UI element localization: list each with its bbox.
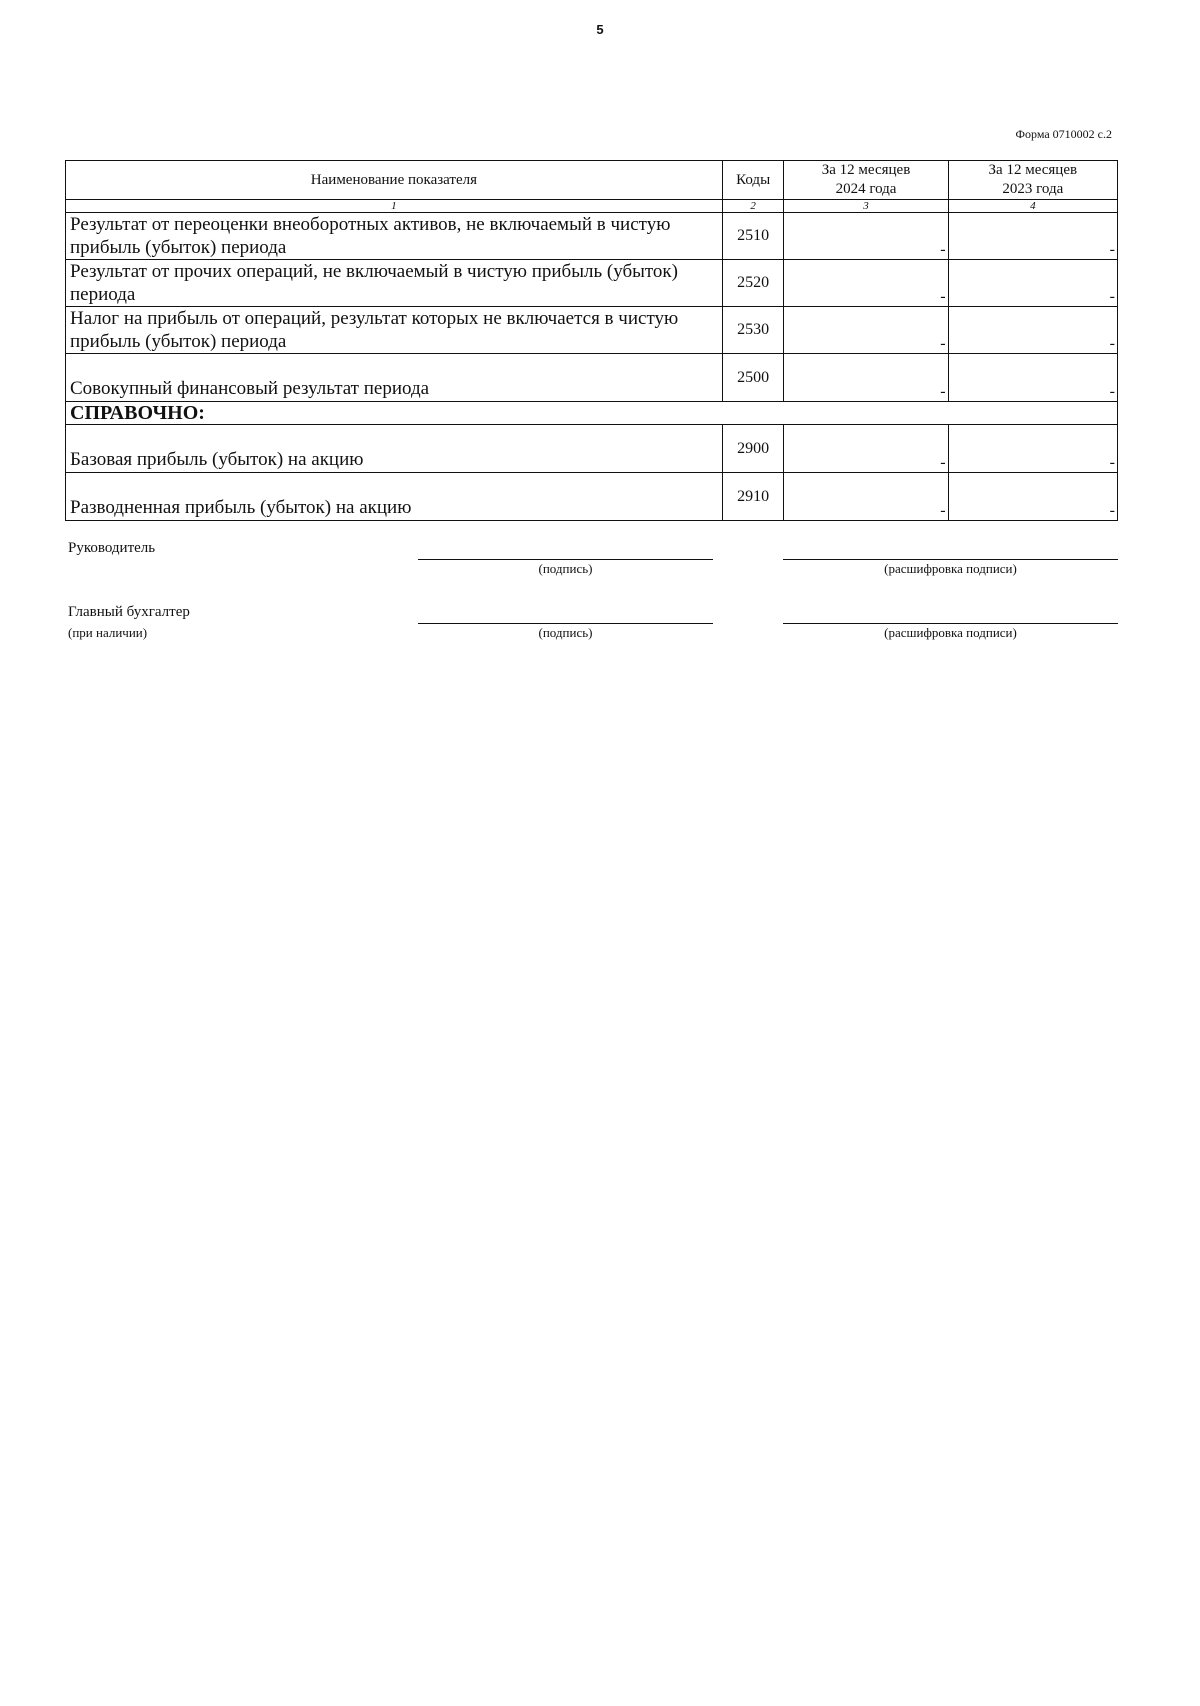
column-number: 1 xyxy=(66,200,723,213)
header-period-current-line2: 2024 года xyxy=(835,181,897,197)
form-code: Форма 0710002 с.2 xyxy=(1015,127,1112,141)
accountant-signature-caption: (подпись) xyxy=(538,625,593,640)
row-name: Базовая прибыль (убыток) на акцию xyxy=(66,425,723,473)
row-code: 2520 xyxy=(722,260,784,307)
accountant-label: Главный бухгалтер xyxy=(68,604,190,620)
header-code: Коды xyxy=(722,161,784,200)
head-label: Руководитель xyxy=(68,540,156,556)
table-header-row xyxy=(66,161,1118,200)
column-number: 2 xyxy=(722,200,784,213)
row-code: 2910 xyxy=(722,473,784,521)
head-decoding-caption: (расшифровка подписи) xyxy=(884,561,1017,576)
row-name: Результат от прочих операций, не включаемый в чистую прибыль (убыток) периода xyxy=(66,260,723,307)
row-value-previous: - xyxy=(948,425,1117,473)
row-code: 2530 xyxy=(722,307,784,354)
row-value-current: - xyxy=(784,213,948,260)
row-name: Налог на прибыль от операций, результат которых не включается в чистую прибыль (убыток) периода xyxy=(66,307,723,354)
column-number: 3 xyxy=(784,200,948,213)
table-row xyxy=(66,260,1118,307)
row-name: Результат от переоценки внеоборотных активов, не включаемый в чистую прибыль (убыток) периода xyxy=(66,213,723,260)
row-value-current: - xyxy=(784,354,948,402)
row-value-previous: - xyxy=(948,260,1117,307)
accountant-signature-line xyxy=(418,623,713,624)
header-period-previous-line2: 2023 года xyxy=(1002,181,1064,197)
row-value-previous: - xyxy=(948,354,1117,402)
financial-results-table xyxy=(65,160,1118,521)
header-period-previous-line1: За 12 месяцев xyxy=(988,162,1078,178)
row-value-previous: - xyxy=(948,307,1117,354)
section-title: СПРАВОЧНО: xyxy=(66,402,1118,425)
row-code: 2900 xyxy=(722,425,784,473)
row-name: Совокупный финансовый результат периода xyxy=(66,354,723,402)
table-row xyxy=(66,213,1118,260)
table-row xyxy=(66,425,1118,473)
head-signature-line xyxy=(418,559,713,560)
accountant-decoding-caption: (расшифровка подписи) xyxy=(884,625,1017,640)
row-value-current: - xyxy=(784,260,948,307)
page-number: 5 xyxy=(596,22,604,37)
row-value-current: - xyxy=(784,307,948,354)
header-period-previous xyxy=(948,161,1117,200)
table-row xyxy=(66,354,1118,402)
column-number: 4 xyxy=(948,200,1117,213)
accountant-decoding-line xyxy=(783,623,1118,624)
row-name: Разводненная прибыль (убыток) на акцию xyxy=(66,473,723,521)
row-code: 2500 xyxy=(722,354,784,402)
row-value-current: - xyxy=(784,425,948,473)
row-code: 2510 xyxy=(722,213,784,260)
section-title-row xyxy=(66,402,1118,425)
head-signature-caption: (подпись) xyxy=(538,561,593,576)
row-value-current: - xyxy=(784,473,948,521)
column-number-row xyxy=(66,200,1118,213)
head-decoding-line xyxy=(783,559,1118,560)
header-name: Наименование показателя xyxy=(66,161,723,200)
table-row xyxy=(66,473,1118,521)
row-value-previous: - xyxy=(948,213,1117,260)
row-value-previous: - xyxy=(948,473,1117,521)
table-row xyxy=(66,307,1118,354)
accountant-note: (при наличии) xyxy=(68,625,148,640)
header-period-current-line1: За 12 месяцев xyxy=(821,162,911,178)
header-period-current xyxy=(784,161,948,200)
